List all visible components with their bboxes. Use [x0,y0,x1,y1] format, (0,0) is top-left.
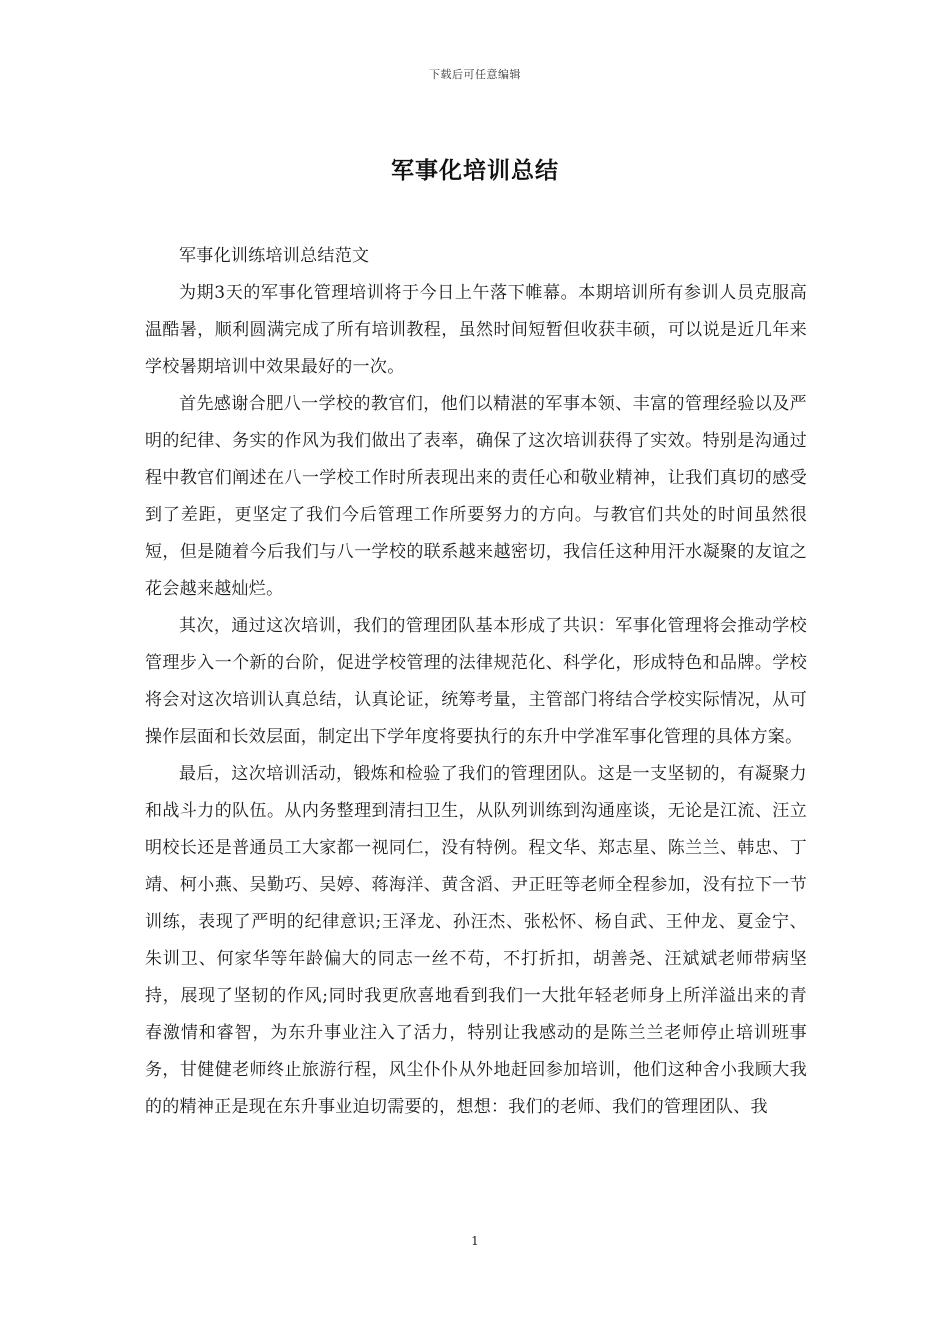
page-header-note: 下载后可任意编辑 [429,68,521,81]
page-number: 1 [471,1234,479,1248]
body-paragraph: 最后，这次培训活动，锻炼和检验了我们的管理团队。这是一支坚韧的，有凝聚力和战斗力的队伍。从内务整理到清扫卫生，从队列训练到沟通座谈，无论是江流、汪立明校长还是普通员工大家都一视同仁，没有特例。程文华、郑志星、陈兰兰、韩忠、丁靖、柯小燕、吴勤巧、吴婷、蒋海洋、黄含滔、尹正旺等老师全程参加，没有拉下一节训练，表现了严明的纪律意识;王泽龙、孙汪杰、张松怀、杨自武、王仲龙、夏金宁、朱训卫、何家华等年龄偏大的同志一丝不苟，不打折扣，胡善尧、汪斌斌老师带病坚持，展现了坚韧的作风;同时我更欣喜地看到我们一大批年轻老师身上所洋溢出来的青春激情和睿智，为东升事业注入了活力，特别让我感动的是陈兰兰老师停止培训班事务，甘健健老师终止旅游行程，风尘仆仆从外地赶回参加培训，他们这种舍小我顾大我的的精神正是现在东升事业迫切需要的，想想：我们的老师、我们的管理团队、我 [145,764,807,1117]
body-paragraph: 为期3天的军事化管理培训将于今日上午落下帷幕。本期培训所有参训人员克服高温酷暑，顺利圆满完成了所有培训教程，虽然时间短暂但收获丰硕，可以说是近几年来学校暑期培训中效果最好的一次。 [145,283,807,377]
body-paragraph: 其次，通过这次培训，我们的管理团队基本形成了共识：军事化管理将会推动学校管理步入一个新的台阶，促进学校管理的法律规范化、科学化，形成特色和品牌。学校将会对这次培训认真总结，认真论证，统筹考量，主管部门将结合学校实际情况，从可操作层面和长效层面，制定出下学年度将要执行的东升中学准军事化管理的具体方案。 [145,616,807,747]
document-body [145,238,807,1126]
document-title: 军事化培训总结 [391,157,559,184]
body-paragraph-subtitle: 军事化训练培训总结范文 [179,246,370,266]
body-paragraph: 首先感谢合肥八一学校的教官们，他们以精湛的军事本领、丰富的管理经验以及严明的纪律、务实的作风为我们做出了表率，确保了这次培训获得了实效。特别是沟通过程中教官们阐述在八一学校工作时所表现出来的责任心和敬业精神，让我们真切的感受到了差距，更坚定了我们今后管理工作所要努力的方向。与教官们共处的时间虽然很短，但是随着今后我们与八一学校的联系越来越密切，我信任这种用汗水凝聚的友谊之花会越来越灿烂。 [145,394,807,599]
